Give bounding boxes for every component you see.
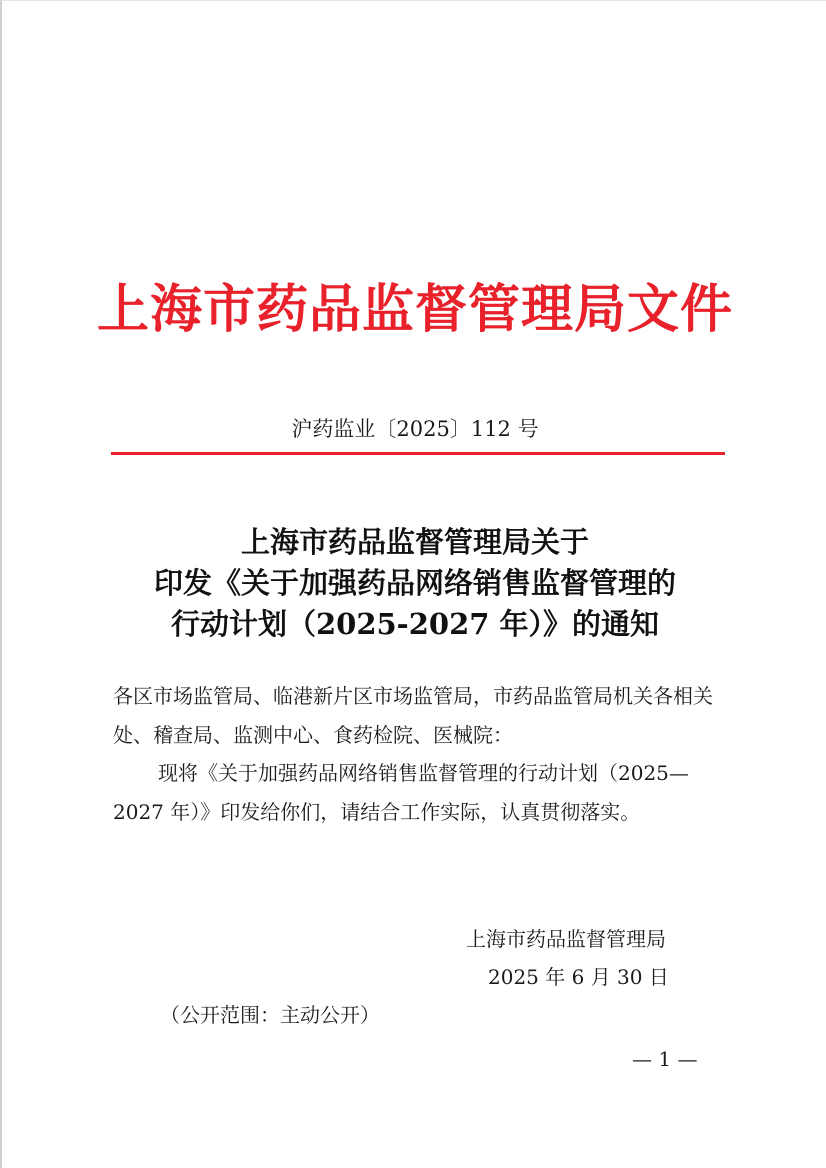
disclosure-scope: （公开范围：主动公开）: [160, 1003, 380, 1027]
issuer-header-title: 上海市药品监督管理局文件: [96, 279, 733, 340]
notice-title: [2, 522, 826, 645]
page-number: — 1 —: [632, 1047, 698, 1071]
main-paragraph: 现将《关于加强药品网络销售监督管理的行动计划（2025—2027 年）》印发给你们，请结合工作实际，认真贯彻落实。: [113, 761, 689, 824]
notice-title-line-2: 印发《关于加强药品网络销售监督管理的: [153, 566, 676, 600]
addressee-paragraph: 各区市场监管局、临港新片区市场监管局，市药品监管局机关各相关处、稽查局、监测中心、食药检院、医械院：: [113, 684, 713, 747]
signature-organization: 上海市药品监督管理局: [466, 927, 666, 951]
notice-title-line-1: 上海市药品监督管理局关于: [240, 525, 589, 559]
signature-date: 2025 年 6 月 30 日: [488, 965, 669, 989]
red-divider-line: [111, 452, 725, 455]
document-number: 沪药监业〔2025〕112 号: [291, 417, 539, 441]
notice-body: [113, 677, 735, 831]
notice-title-line-3: 行动计划（2025-2027 年）》的通知: [170, 607, 660, 641]
